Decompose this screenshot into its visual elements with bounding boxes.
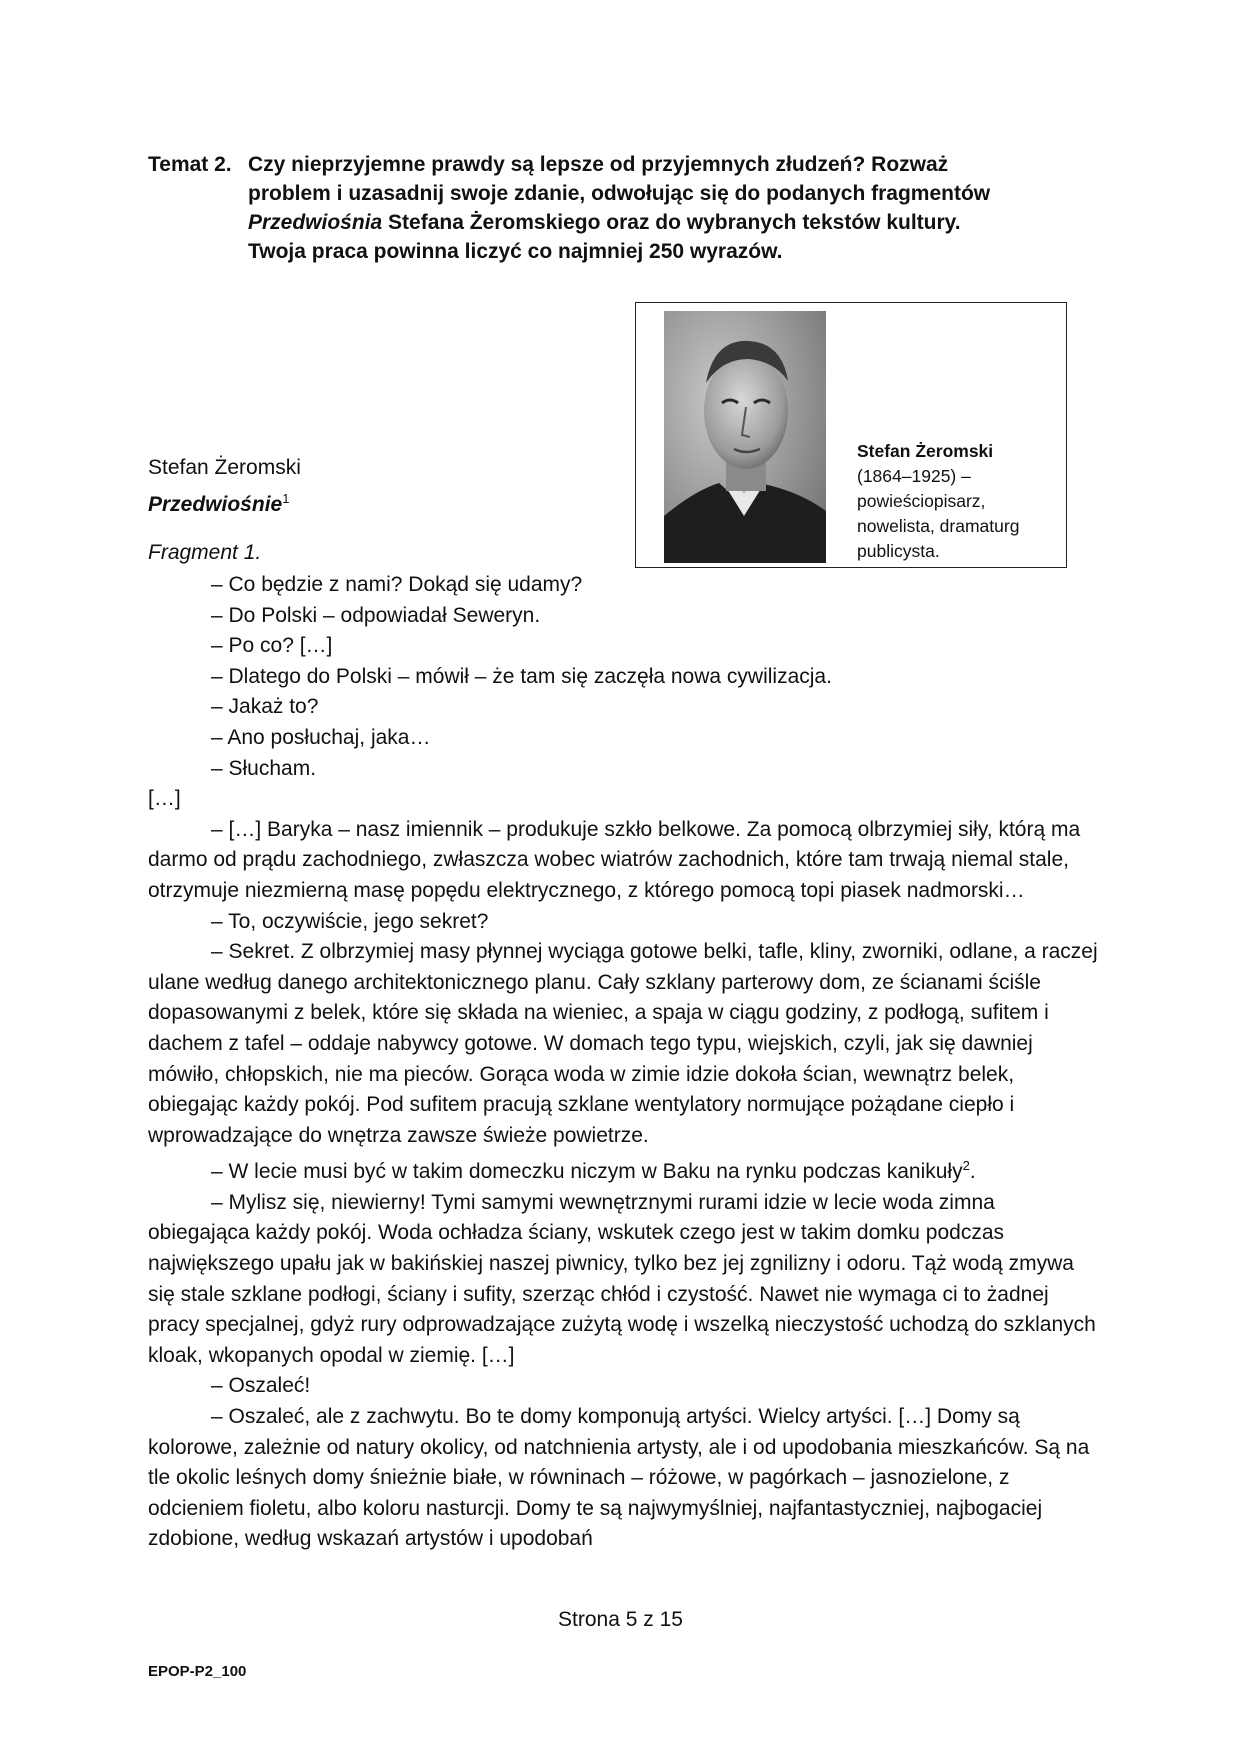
bio-role-3: publicysta.	[857, 541, 940, 561]
dialogue-line-6: – Ano posłuchaj, jaka…	[211, 725, 431, 749]
bio-years: (1864–1925) –	[857, 466, 971, 486]
task-label: Temat 2.	[148, 153, 232, 176]
exam-code: EPOP-P2_100	[148, 1663, 247, 1680]
task-line-2: problem i uzasadnij swoje zdanie, odwołując się do podanych fragmentów	[248, 182, 991, 205]
task-line-1: Czy nieprzyjemne prawdy są lepsze od przyjemnych złudzeń? Rozważ	[248, 153, 949, 176]
dialogue-line-4: – Dlatego do Polski – mówił – że tam się zaczęła nowa cywilizacja.	[211, 664, 832, 688]
baku-end: .	[969, 1160, 976, 1184]
fragment-label: Fragment 1.	[148, 541, 262, 564]
task-line-4: Twoja praca powinna liczyć co najmniej 250 wyrazów.	[248, 240, 783, 263]
source-heading	[148, 452, 301, 520]
page-number: Strona 5 z 15	[558, 1608, 683, 1631]
bio-role-2: nowelista, dramaturg	[857, 516, 1020, 536]
bio-role-1: powieściopisarz,	[857, 491, 986, 511]
dialogue-line-crazy: – Oszaleć!	[211, 1374, 311, 1398]
author-portrait	[664, 311, 826, 563]
source-author: Stefan Żeromski	[148, 456, 301, 479]
dialogue-line-7: – Słucham.	[211, 756, 317, 780]
fragment-text	[148, 570, 1098, 1555]
dialogue-line-baku	[148, 1151, 1098, 1188]
paragraph-3: – Mylisz się, niewierny! Tymi samymi wewnętrznymi rurami idzie w lecie woda zimna obiegająca każdy pokój. Woda ochładza ściany, wskutek czego jest w takim domku podczas największego upału jak w bakińskiej naszej piwnicy, tylko bez jej zgnilizny i odoru. Tąż wodą zmywa się stale szklane podłogi, ściany i sufity, szerząc chłód i czystość. Nawet nie wymaga ci to żadnej pracy specjalnej, gdyż rury odprowadzające zużytą wodę i wszelką nieczystość uchodzą do szklanych kloak, wkopanych opodal w ziemię. […]	[148, 1190, 1096, 1367]
source-footnote-mark: 1	[282, 491, 290, 506]
task-line-3-rest: Stefana Żeromskiego oraz do wybranych tekstów kultury.	[382, 211, 961, 234]
dialogue-line-secret: – To, oczywiście, jego sekret?	[211, 909, 489, 933]
author-bio-box	[635, 302, 1067, 568]
baku-text: – W lecie musi być w takim domeczku niczym w Baku na rynku podczas kanikuły	[211, 1160, 963, 1184]
paragraph-1: – […] Baryka – nasz imiennik – produkuje szkło belkowe. Za pomocą olbrzymiej siły, którą ma darmo od prądu zachodniego, zwłaszcza wobec wiatrów zachodnich, które tam trwają niemal stale, otrzymuje niezmierną masę popędu elektrycznego, z którego pomocą topi piasek nadmorski…	[148, 817, 1081, 902]
bio-name: Stefan Żeromski	[857, 441, 994, 461]
dialogue-line-1: – Co będzie z nami? Dokąd się udamy?	[211, 573, 583, 596]
task-book-title: Przedwiośnia	[248, 211, 383, 234]
task-line-3	[248, 208, 1108, 237]
footnote-mark-2: 2	[962, 1158, 970, 1174]
source-title: Przedwiośnie	[148, 493, 283, 516]
task-prompt	[148, 150, 1108, 266]
paragraph-2: – Sekret. Z olbrzymiej masy płynnej wyciąga gotowe belki, tafle, kliny, zworniki, odlane, a raczej ulane według danego architektonicznego planu. Cały szklany parterowy dom, ze ścianami ściśle dopasowanymi z belek, które się składa na wieniec, a spaja w ciągu godziny, z podłogą, sufitem i dachem z tafel – oddaje nabywcy gotowe. W domach tego typu, wiejskich, czyli, jak się dawniej mówiło, chłopskich, nie ma pieców. Gorąca woda w zimie idzie dokoła ścian, wewnątrz belek, obiegając każdy pokój. Pod sufitem pracują szklane wentylatory normujące pożądane ciepło i wprowadzające do wnętrza zawsze świeże powietrze.	[148, 940, 1098, 1147]
dialogue-line-3: – Po co? […]	[211, 634, 333, 658]
omission-mark: […]	[148, 787, 181, 811]
author-bio-caption	[857, 439, 1062, 564]
dialogue-line-2: – Do Polski – odpowiadał Seweryn.	[211, 603, 541, 627]
paragraph-4: – Oszaleć, ale z zachwytu. Bo te domy komponują artyści. Wielcy artyści. […] Domy są kolorowe, zależnie od natury okolicy, od natchnienia artysty, ale i od upodobania mieszkańców. Są na tle okolic leśnych domy śnieżnie białe, w równinach – różowe, w pagórkach – jasnozielone, z odcieniem fioletu, albo koloru nasturcji. Domy te są najwymyślniej, najfantastyczniej, najbogaciej zdobione, według wskazań artystów i upodobań	[148, 1405, 1090, 1551]
dialogue-line-5: – Jakaż to?	[211, 695, 319, 719]
